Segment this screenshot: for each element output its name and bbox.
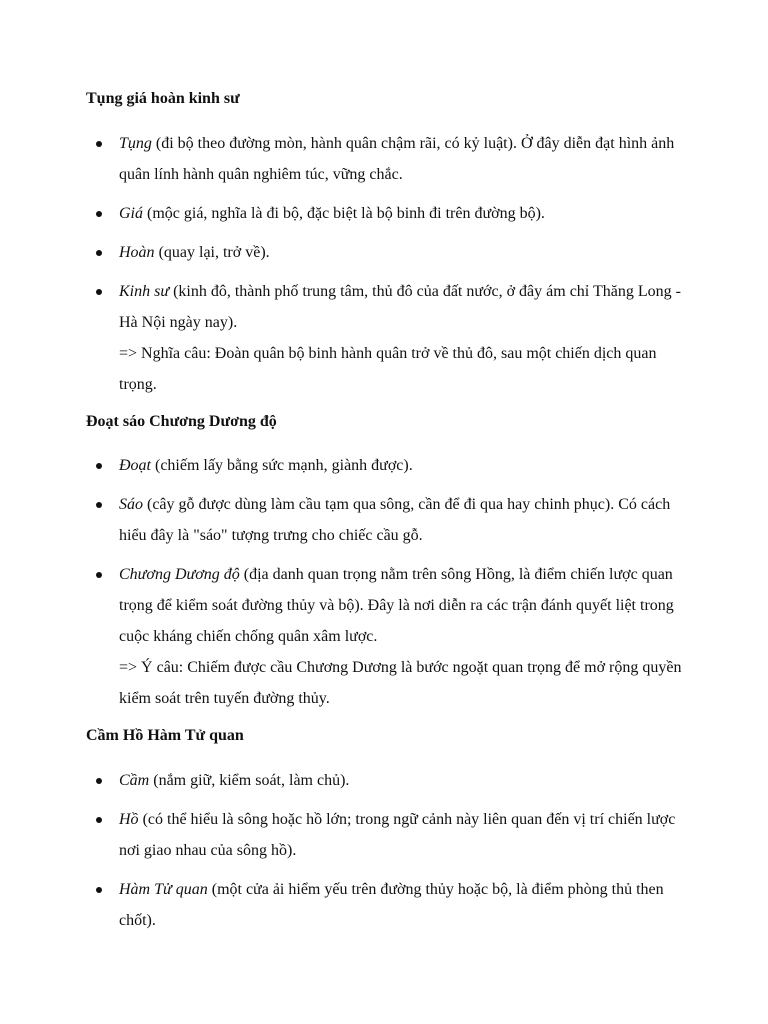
definition: (nắm giữ, kiểm soát, làm chủ). bbox=[149, 772, 350, 789]
term: Tụng bbox=[119, 135, 152, 152]
section-2-list bbox=[86, 450, 686, 722]
term: Kinh sư bbox=[119, 283, 170, 300]
term: Đoạt bbox=[119, 457, 151, 474]
section-heading-1: Tụng giá hoàn kinh sư bbox=[86, 90, 240, 107]
definition: (quay lại, trở về). bbox=[154, 244, 270, 261]
list-item bbox=[86, 765, 686, 796]
term: Cầm bbox=[119, 772, 150, 789]
section-heading-3: Cầm Hồ Hàm Tử quan bbox=[86, 727, 244, 744]
definition: (địa danh quan trọng nằm trên sông Hồng, là điểm chiến lược quan trọng để kiểm soát đường thủy và bộ). Đây là nơi diễn ra các trận đánh quyết liệt trong cuộc kháng chiến chống quân xâm lược. bbox=[119, 566, 674, 645]
term: Hồ bbox=[119, 811, 139, 828]
list-item bbox=[86, 874, 686, 936]
section-3-list bbox=[86, 765, 686, 944]
list-item bbox=[86, 559, 686, 714]
list-item bbox=[86, 804, 686, 866]
list-item bbox=[86, 276, 686, 400]
definition: (có thể hiểu là sông hoặc hồ lớn; trong ngữ cảnh này liên quan đến vị trí chiến lược nơi giao nhau của sông hồ). bbox=[119, 811, 676, 859]
definition: (kinh đô, thành phố trung tâm, thủ đô của đất nước, ở đây ám chỉ Thăng Long - Hà Nội ngày nay). bbox=[119, 283, 681, 331]
meaning-note: => Ý câu: Chiếm được cầu Chương Dương là bước ngoặt quan trọng để mở rộng quyền kiểm soát trên tuyến đường thủy. bbox=[119, 659, 682, 707]
meaning-note: => Nghĩa câu: Đoàn quân bộ binh hành quân trở về thủ đô, sau một chiến dịch quan trọng. bbox=[119, 345, 657, 393]
list-item bbox=[86, 237, 686, 268]
list-item bbox=[86, 450, 686, 481]
term: Hoàn bbox=[119, 244, 155, 261]
list-item bbox=[86, 489, 686, 551]
definition: (một cửa ải hiểm yếu trên đường thủy hoặc bộ, là điểm phòng thủ then chốt). bbox=[119, 881, 664, 929]
definition: (mộc giá, nghĩa là đi bộ, đặc biệt là bộ binh đi trên đường bộ). bbox=[143, 205, 545, 222]
definition: (đi bộ theo đường mòn, hành quân chậm rãi, có kỷ luật). Ở đây diễn đạt hình ảnh quân lính hành quân nghiêm túc, vững chắc. bbox=[119, 135, 675, 183]
definition: (chiếm lấy bằng sức mạnh, giành được). bbox=[151, 457, 413, 474]
section-heading-2: Đoạt sáo Chương Dương độ bbox=[86, 413, 277, 430]
term: Chương Dương độ bbox=[119, 566, 240, 583]
term: Sáo bbox=[119, 496, 143, 513]
section-1-list bbox=[86, 128, 686, 408]
definition: (cây gỗ được dùng làm cầu tạm qua sông, cần để đi qua hay chinh phục). Có cách hiểu đây là "sáo" tượng trưng cho chiếc cầu gỗ. bbox=[119, 496, 671, 544]
list-item bbox=[86, 198, 686, 229]
term: Hàm Tử quan bbox=[119, 881, 208, 898]
list-item bbox=[86, 128, 686, 190]
term: Giá bbox=[119, 205, 143, 222]
